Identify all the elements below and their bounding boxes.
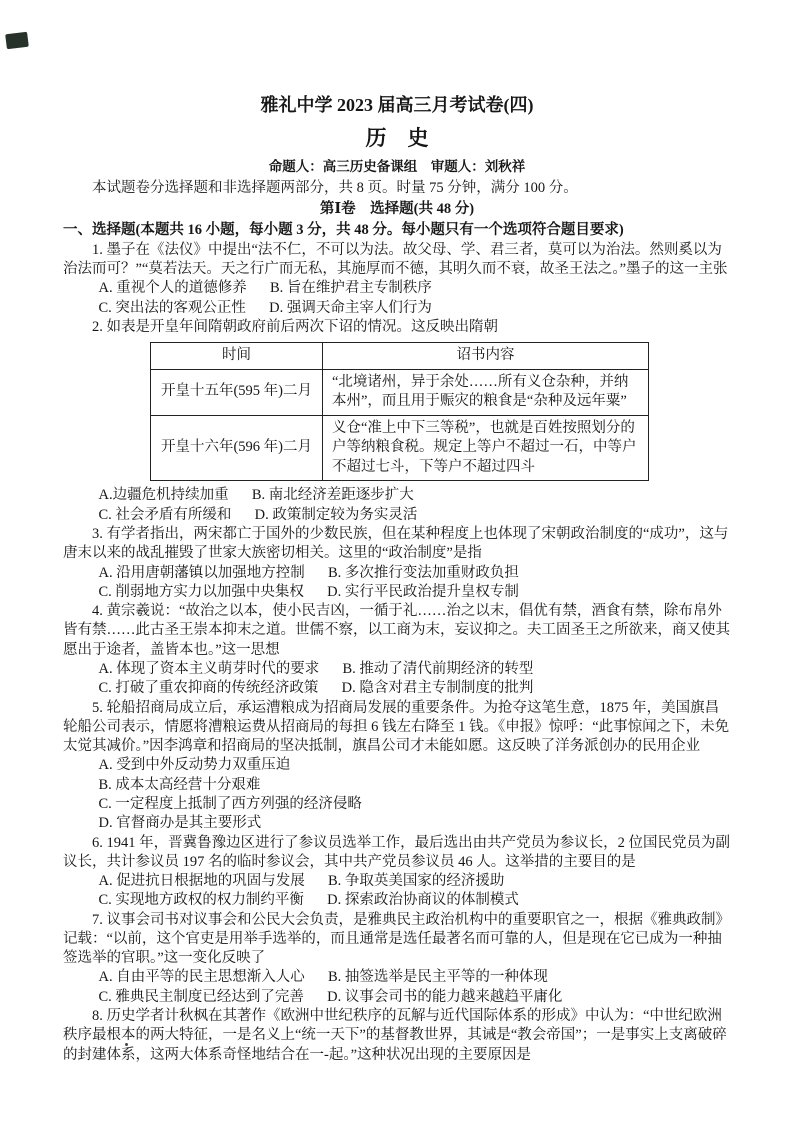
option-line bbox=[99, 872, 731, 891]
question-stem: 2. 如表是开皇年间隋朝政府前后两次下诏的情况。这反映出隋朝 bbox=[92, 318, 498, 335]
question-stem: 5. 轮船招商局成立后，承运漕粮成为招商局发展的重要条件。为抢夺这笔生意，1875 年，美国旗昌轮船公司表示，情愿将漕粮运费从招商局的每担 6 钱左右降至 1 钱。《申报》惊呼：“此事惊闻之下，未免太觉其减价。”因李鸿章和招商局的坚决抵制，旗昌公司才未能如愿。这反映了洋务派创办的民用企业 bbox=[63, 699, 730, 755]
option-line bbox=[99, 756, 731, 775]
option: D. 议事会司书的能力越来越趋平庸化 bbox=[327, 988, 563, 1005]
option-line bbox=[99, 506, 731, 525]
option: A. 自由平等的民主思想渐入人心 bbox=[98, 969, 305, 986]
option: C. 突出法的客观公正性 bbox=[98, 299, 246, 316]
option: D. 探索政治协商议的体制模式 bbox=[327, 892, 519, 909]
option: D. 官督商办是其主要形式 bbox=[98, 815, 262, 832]
table-header-cell: 诏书内容 bbox=[323, 343, 649, 370]
option: B. 南北经济差距逐步扩大 bbox=[251, 487, 414, 504]
stray-dot-artifact bbox=[125, 1043, 128, 1046]
option: C. 雅典民主制度已经达到了完善 bbox=[98, 988, 304, 1005]
option: A. 沿用唐朝藩镇以加强地方控制 bbox=[98, 564, 305, 581]
option: D. 政策制定较为务实灵活 bbox=[254, 506, 418, 523]
question-2 bbox=[63, 318, 731, 525]
question-5 bbox=[63, 699, 731, 834]
question-stem: 4. 黄宗羲说：“故治之以本，使小民吉凶，一循于礼……治之以末，倡优有禁，酒食有禁，除布帛外皆有禁……此古圣王崇本抑末之道。世儒不察，以工商为末，妄议抑之。夫工固圣王之所欲来，商又使其愿出于途者，盖皆本也。”这一思想 bbox=[63, 603, 730, 658]
option: C. 一定程度上抵制了西方列强的经济侵略 bbox=[98, 795, 362, 812]
exam-subject: 历 史 bbox=[365, 125, 429, 150]
exam-authors-line: 命题人：高三历史备课组 审题人：刘秋祥 bbox=[268, 158, 526, 174]
option-line bbox=[99, 279, 731, 298]
section1-heading: 一、选择题(本题共 16 小题，每小题 3 分，共 48 分。每小题只有一个选项符合题目要求) bbox=[63, 222, 624, 239]
question-stem: 3. 有学者指出，两宋都亡于国外的少数民族，但在某种程度上也体现了宋朝政治制度的“成功”，这与唐末以来的战乱摧毁了世家大族密切相关。这里的“政治制度”是指 bbox=[63, 526, 729, 562]
option-line bbox=[99, 776, 731, 795]
option: A. 促进抗日根据地的巩固与发展 bbox=[98, 873, 305, 890]
question-6 bbox=[63, 834, 731, 911]
question-table bbox=[150, 342, 649, 481]
scan-artifact bbox=[5, 32, 29, 50]
question-3 bbox=[63, 525, 731, 602]
question-stem: 6. 1941 年，晋冀鲁豫边区进行了参议员选举工作，最后选出由共产党员为参议长，2 位国民党员为副议长，共计参议员 197 名的临时参议会，其中共产党员参议员 46 人。这举措的主要目的是 bbox=[63, 834, 730, 870]
option: B. 旨在维护君主专制秩序 bbox=[269, 280, 432, 297]
option-line bbox=[99, 299, 731, 318]
questions bbox=[63, 241, 731, 1065]
table-header-row bbox=[151, 343, 649, 370]
option: C. 削弱地方实力以加强中央集权 bbox=[98, 583, 304, 600]
option: A. 体现了资本主义萌芽时代的要求 bbox=[98, 660, 320, 677]
part1-title: 第Ⅰ卷 选择题(共 48 分) bbox=[319, 201, 475, 218]
option: B. 抽签选举是民主平等的一种体现 bbox=[327, 969, 548, 986]
option-line bbox=[99, 583, 731, 602]
option-line bbox=[99, 660, 731, 679]
table-cell-edict-content: 义仓“准上中下三等税”，也就是百姓按照划分的户等纳粮食税。规定上等户不超过一石，中等户不超过七斗，下等户不超过四斗 bbox=[323, 415, 649, 481]
option: B. 成本太高经营十分艰难 bbox=[98, 776, 261, 793]
table-header-cell: 时间 bbox=[151, 343, 323, 370]
question-stem: 1. 墨子在《法仪》中提出“法不仁，不可以为法。故父母、学、君三者，莫可以为治法。然则奚以为治法而可？”“莫若法天。天之行广而无私，其施厚而不德，其明久而不衰，故圣王法之。”墨子的这一主张 bbox=[63, 241, 728, 277]
table-cell-edict-content: “北境诸州，异于余处……所有义仓杂种，并纳本州”，而且用于赈灾的粮食是“杂种及远年粟” bbox=[323, 369, 649, 415]
option: D. 强调天命主宰人们行为 bbox=[269, 299, 432, 316]
question-stem: 8. 历史学者计秋枫在其著作《欧洲中世纪秩序的瓦解与近代国际体系的形成》中认为：“中世纪欧洲秩序最根本的两大特征，一是名义上“统一天下”的基督教世界，其诫是“教会帝国”；一是事实上支离破碎的封建体系，这两大体系奇怪地结合在一-起。”这种状况出现的主要原因是 bbox=[63, 1008, 727, 1063]
option-line bbox=[99, 679, 731, 698]
question-4 bbox=[63, 602, 731, 698]
option-line bbox=[99, 795, 731, 814]
exam-instructions: 本试题卷分选择题和非选择题两部分，共 8 页。时量 75 分钟，满分 100 分。 bbox=[92, 179, 578, 196]
question-8 bbox=[63, 1007, 731, 1065]
option-line bbox=[99, 814, 731, 833]
table-cell-time: 开皇十六年(596 年)二月 bbox=[151, 415, 323, 481]
option: B. 多次推行变法加重财政负担 bbox=[327, 564, 519, 581]
option: C. 实现地方政权的权力制约平衡 bbox=[98, 892, 304, 909]
option: A. 受到中外反动势力双重压迫 bbox=[98, 757, 291, 774]
table-row bbox=[151, 415, 649, 481]
option: C. 打破了重农抑商的传统经济政策 bbox=[98, 680, 319, 697]
table-row bbox=[151, 369, 649, 415]
option-line bbox=[99, 988, 731, 1007]
question-stem: 7. 议事会司书对议事会和公民大会负责，是雅典民主政治机构中的重要职官之一，根据《雅典政制》记载：“以前，这个官吏是用举手选举的，而且通常是选任最著名而可靠的人，但是现在它已成为一种抽签选举的官职。”这一变化反映了 bbox=[63, 911, 730, 967]
option-line bbox=[99, 891, 731, 910]
question-7 bbox=[63, 911, 731, 1007]
option: B. 争取英美国家的经济援助 bbox=[327, 873, 505, 890]
question-1 bbox=[63, 241, 731, 318]
option-line bbox=[99, 564, 731, 583]
option: B. 推动了清代前期经济的转型 bbox=[342, 660, 534, 677]
table-cell-time: 开皇十五年(595 年)二月 bbox=[151, 369, 323, 415]
option: A. 重视个人的道德修养 bbox=[98, 280, 247, 297]
option: D. 实行平民政治提升皇权专制 bbox=[327, 583, 519, 600]
option-line bbox=[99, 486, 731, 505]
option: A.边疆危机持续加重 bbox=[98, 487, 229, 504]
option-line bbox=[99, 968, 731, 987]
exam-title: 雅礼中学 2023 届高三月考试卷(四) bbox=[260, 95, 534, 115]
option: C. 社会矛盾有所缓和 bbox=[98, 506, 232, 523]
option: D. 隐含对君主专制制度的批判 bbox=[341, 680, 534, 697]
